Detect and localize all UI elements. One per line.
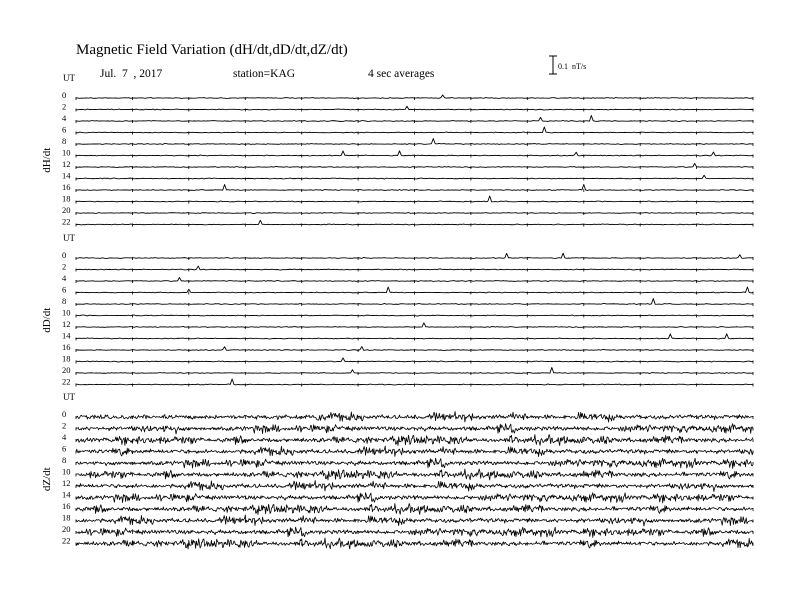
hour-label: 18: [62, 193, 71, 204]
trace-2h: [62, 262, 753, 272]
hour-label: 6: [62, 284, 67, 295]
hour-label: 0: [62, 90, 67, 100]
hour-label: 6: [62, 124, 67, 135]
trace-18h: [62, 354, 753, 364]
hour-label: 22: [62, 376, 71, 387]
hour-label: 10: [62, 466, 71, 477]
trace-2h: [62, 102, 753, 112]
trace-line: [76, 334, 753, 339]
trace-line: [76, 368, 753, 374]
panel-dh-dt: [41, 73, 753, 227]
trace-18h: [62, 194, 753, 204]
hour-label: 14: [62, 489, 71, 500]
trace-10h: [62, 467, 753, 481]
trace-2h: [62, 421, 753, 435]
panel-ylabel: dZ/dt: [41, 467, 53, 492]
hour-label: 16: [62, 342, 71, 352]
trace-8h: [62, 136, 753, 146]
trace-20h: [62, 365, 753, 375]
trace-20h: [62, 205, 753, 215]
trace-0h: [62, 90, 753, 100]
panel-dd-dt: [41, 233, 753, 387]
trace-line: [76, 379, 753, 385]
trace-line: [76, 493, 753, 503]
trace-10h: [62, 308, 753, 318]
scale-bar: [549, 56, 586, 74]
date-label: Jul. 7 , 2017: [100, 68, 163, 80]
trace-16h: [62, 182, 753, 192]
panel-ylabel: dH/dt: [41, 147, 53, 173]
hour-label: 6: [62, 443, 67, 454]
station-label: station=KAG: [233, 68, 296, 80]
trace-line: [76, 412, 753, 423]
trace-line: [76, 277, 753, 281]
hour-label: 22: [62, 535, 71, 546]
trace-line: [76, 253, 753, 258]
scale-bar-label: 0.1 nT/s: [558, 62, 587, 71]
trace-22h: [62, 377, 753, 387]
hour-label: 2: [62, 420, 67, 431]
trace-12h: [62, 159, 753, 169]
trace-16h: [62, 501, 753, 515]
hour-label: 4: [62, 273, 67, 283]
trace-line: [76, 347, 753, 351]
trace-22h: [62, 536, 753, 550]
averaging-label: 4 sec averages: [368, 68, 435, 80]
trace-line: [76, 435, 753, 446]
hour-label: 12: [62, 319, 71, 329]
hour-label: 14: [62, 170, 71, 181]
panel-ylabel: dD/dt: [41, 307, 53, 333]
trace-10h: [62, 148, 753, 158]
trace-line: [76, 358, 753, 362]
trace-line: [76, 469, 753, 480]
trace-18h: [62, 513, 753, 527]
trace-22h: [62, 217, 753, 227]
trace-line: [76, 106, 753, 110]
hour-label: 20: [62, 365, 71, 375]
trace-line: [76, 163, 753, 167]
trace-6h: [62, 125, 753, 135]
hour-label: 2: [62, 101, 67, 112]
trace-line: [76, 287, 753, 293]
trace-14h: [62, 171, 753, 181]
panel-dz-dt: [41, 392, 753, 549]
trace-6h: [62, 444, 753, 457]
trace-line: [76, 266, 753, 270]
trace-line: [76, 481, 753, 492]
trace-8h: [62, 455, 753, 468]
hour-label: 0: [62, 250, 67, 260]
trace-line: [76, 323, 753, 328]
hour-label: 10: [62, 307, 71, 318]
hour-label: 20: [62, 205, 71, 215]
hour-label: 4: [62, 113, 67, 123]
panels: [41, 73, 753, 549]
trace-12h: [62, 319, 753, 329]
trace-line: [76, 151, 753, 156]
trace-line: [76, 446, 753, 457]
ut-label: UT: [63, 233, 75, 243]
hour-label: 14: [62, 330, 71, 341]
chart-title: Magnetic Field Variation (dH/dt,dD/dt,dZ/dt): [76, 42, 348, 58]
hour-label: 12: [62, 159, 71, 169]
trace-6h: [62, 285, 753, 295]
ut-label: UT: [63, 392, 75, 402]
trace-16h: [62, 342, 753, 352]
trace-line: [76, 175, 753, 179]
hour-label: 12: [62, 478, 71, 488]
trace-0h: [62, 409, 753, 422]
trace-0h: [62, 250, 753, 260]
hour-label: 18: [62, 353, 71, 364]
hour-label: 16: [62, 501, 71, 511]
hour-label: 8: [62, 136, 67, 146]
hour-label: 0: [62, 409, 67, 419]
hour-label: 4: [62, 432, 67, 442]
hour-label: 20: [62, 524, 71, 534]
trace-14h: [62, 490, 753, 503]
hour-label: 8: [62, 455, 67, 465]
trace-14h: [62, 331, 753, 341]
trace-20h: [62, 524, 753, 537]
trace-8h: [62, 296, 753, 306]
trace-4h: [62, 113, 753, 123]
hour-label: 18: [62, 512, 71, 523]
trace-12h: [62, 478, 753, 492]
hour-label: 16: [62, 182, 71, 192]
trace-line: [76, 424, 753, 434]
trace-4h: [62, 432, 753, 446]
trace-line: [76, 95, 753, 99]
hour-label: 2: [62, 261, 67, 272]
hour-label: 22: [62, 216, 71, 227]
ut-label: UT: [63, 73, 75, 83]
hour-label: 10: [62, 147, 71, 158]
hour-label: 8: [62, 296, 67, 306]
trace-4h: [62, 273, 753, 283]
